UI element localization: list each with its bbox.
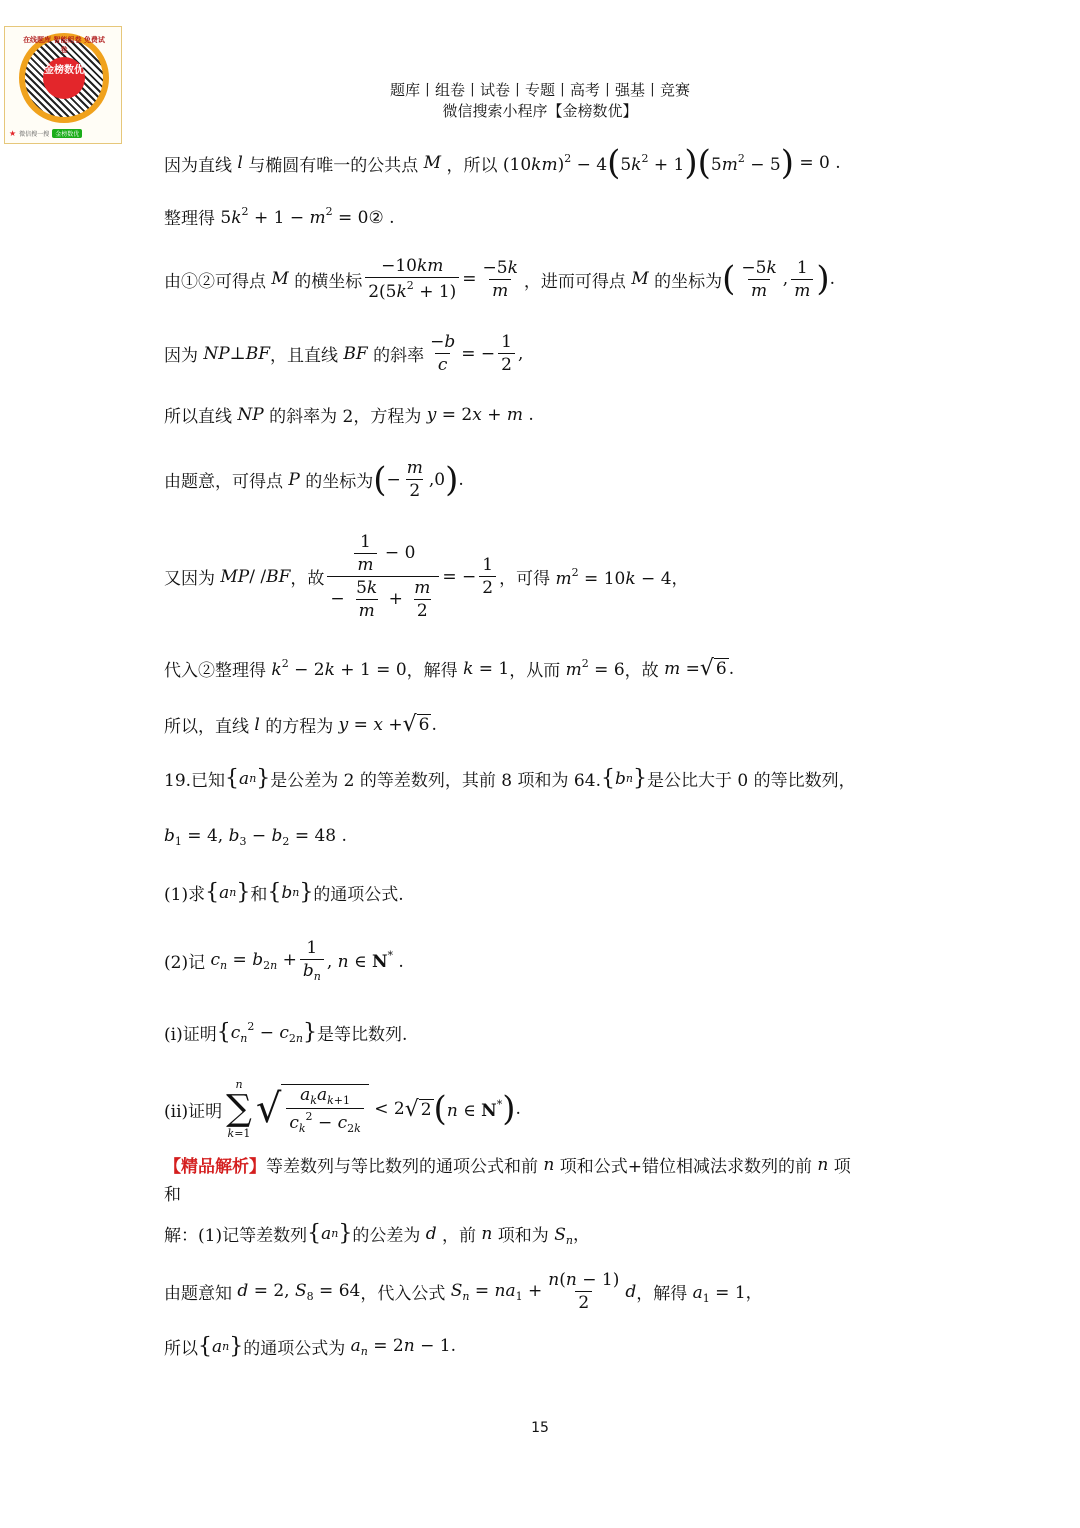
line-4: 因为 NP ⊥ BF ，且直线 BF 的斜率 $\frac{-b}{c}$ = − $\frac{1}{2}$ ,: [164, 332, 524, 375]
line-2: 整理得 $5k^2 + 1 - m^2$ = 0② .: [164, 205, 395, 229]
text-segment: 的通项公式为: [243, 1339, 346, 1359]
page-number: 15: [531, 1420, 549, 1436]
solution-line-3: 所以 { a n } 的通项公式为 $a_n = 2n - 1$.: [164, 1334, 456, 1359]
text-segment: 因为: [164, 346, 198, 366]
logo-footer-chip: 金榜数优: [52, 129, 82, 138]
header-line2: 微信搜索小程序【金榜数优】: [442, 102, 638, 120]
text-segment: 所以直线: [164, 407, 232, 427]
text-segment: ，解得: [406, 661, 458, 681]
logo-center-text: 金榜数优: [43, 57, 85, 99]
solution-line-2: 由题意知 d = 2, $S_8 = 64$ ，代入公式 $S_n = na_1$ + $\frac{n(n - 1)}{2}$ d ，解得 $a_1 = 1$，: [164, 1270, 763, 1313]
question-part-i: (i)证明 { $c_n^2 - c_{2n}$ } 是等比数列.: [164, 1020, 408, 1045]
text-segment: 的斜率为 2，方程为: [269, 407, 422, 427]
text-segment: 的斜率: [373, 346, 425, 366]
text-segment: 的横坐标: [294, 271, 363, 292]
question-part-ii: (ii)证明 n ∑ k=1 √ $\frac{a_ka_{k+1}}{c_k^2 - c_{2k}}$ < 2 √ 2 ( n ∈ N* ) .: [164, 1078, 521, 1140]
logo-ring-text: 在线题库 智能组卷 免费试卷: [23, 36, 105, 54]
line-3: 由①②可得点 M 的横坐标 $\frac{-10km}{2(5k^2 + 1)}$ = $\frac{-5k}{m}$ ，进而可得点 M 的坐标为 ( $\frac{-5k}{m}$ , $\frac{1}{m}$ ) .: [164, 256, 835, 302]
solution-line-1: 解：(1)记等差数列 { a n } 的公差为 d ，前 n 项和为 $S_n$，: [164, 1221, 590, 1247]
text-segment: 项: [833, 1157, 851, 1177]
line-9: 所以，直线 l 的方程为 y = x + √ 6 .: [164, 712, 437, 737]
text-segment: 由①②可得点: [164, 271, 266, 292]
text-segment: ，前: [442, 1226, 477, 1246]
question-19: 19.已知 { a n } 是公差为 2 的等差数列，其前 8 项和为 64. { b n } 是公比大于 0 的等比数列，: [164, 766, 856, 791]
text-segment: 项和为: [497, 1226, 549, 1246]
star-icon: ★: [9, 128, 17, 138]
text-segment: ，且直线: [270, 346, 339, 366]
text-segment: ，故: [290, 569, 325, 589]
text-segment: 的通项公式.: [313, 885, 404, 905]
text-segment: 由题意知: [164, 1284, 232, 1304]
question-19-cond: $b_1 = 4$, $b_3 - b_2 = 48$ .: [164, 826, 347, 848]
page-header: [0, 80, 1080, 122]
text-segment: 的方程为: [265, 717, 334, 737]
text-segment: 因为直线: [164, 155, 232, 176]
text-segment: 的公差为: [352, 1226, 421, 1246]
question-part-1: (1)求 { a n } 和 { b n } 的通项公式.: [164, 880, 404, 905]
text-segment: 整理得: [164, 209, 215, 229]
text-segment: 的坐标为: [305, 472, 374, 492]
text-segment: 所以，直线: [164, 717, 249, 737]
line-6: 由题意，可得点 P 的坐标为 ( − $\frac{m}{2}$ ,0 ) .: [164, 458, 464, 501]
analysis-tag-line: 【精品解析】 等差数列与等比数列的通项公式和前 n 项和公式+错位相减法求数列的前 n 项: [164, 1152, 851, 1177]
line-1: 因为直线 l 与椭圆有唯一的公共点 M ，所以 $(10km)^2 - 4$ ( $5k^2 + 1$ ) ( $5m^2 - 5$ ) = 0 .: [164, 143, 841, 183]
line-7: 又因为 MP / / BF ，故 $\frac{1}{m}$ − 0 − $\frac{5k}{m}$ + $\frac{m}{2}$ = − $\frac{1}{2}$ ，可得 $m^2 = 10k - 4$，: [164, 532, 689, 621]
text-segment: ，解得: [636, 1284, 688, 1304]
text-segment: 的坐标为: [654, 271, 723, 292]
text-segment: (ii)证明: [164, 1101, 223, 1122]
text-segment: 解：(1)记等差数列: [164, 1226, 308, 1246]
text-segment: ，故: [624, 661, 659, 681]
text-segment: 代入②整理得: [164, 661, 266, 681]
text-segment: 由题意，可得点: [164, 472, 283, 492]
text-segment: 等差数列与等比数列的通项公式和前: [266, 1157, 538, 1177]
text-segment: ，进而可得点: [523, 271, 626, 292]
line-8: 代入②整理得 $k^2 - 2k + 1 = 0$ ，解得 k = 1 ，从而 $m^2 = 6$ ，故 m = √ 6 .: [164, 656, 735, 681]
text-segment: 和: [250, 885, 268, 905]
text-segment: 项和公式+错位相减法求数列的前: [559, 1157, 813, 1177]
text-segment: 与椭圆有唯一的公共点: [248, 155, 419, 176]
text-segment: ，可得: [499, 569, 551, 589]
text-segment: 是公差为 2 的等差数列，其前 8 项和为 64.: [270, 771, 601, 791]
text-segment: 所以: [164, 1339, 198, 1359]
text-segment: (1)求: [164, 885, 206, 905]
text-segment: 又因为: [164, 569, 215, 589]
text-segment: ，从而: [509, 661, 561, 681]
analysis-tag: 【精品解析】: [164, 1157, 266, 1177]
line-5: 所以直线 NP 的斜率为 2，方程为 y = 2x + m .: [164, 402, 534, 427]
header-line1: 题库丨组卷丨试卷丨专题丨高考丨强基丨竞赛: [389, 81, 690, 99]
text-segment: (2)记: [164, 953, 206, 973]
text-segment: 是等比数列.: [317, 1025, 408, 1045]
text-segment: ，所以: [446, 155, 498, 176]
text-segment: ，代入公式: [360, 1284, 446, 1304]
logo-footer: [9, 127, 117, 139]
text-segment: (i)证明: [164, 1025, 217, 1045]
question-part-2: (2)记 $c_n = b_{2n}$ + $\frac{1}{b_n}$ , n ∈ N* .: [164, 938, 404, 983]
analysis-tag-line-2: [164, 1180, 181, 1205]
text-segment: 和: [164, 1185, 181, 1205]
text-segment: 19.已知: [164, 771, 226, 791]
text-segment: 是公比大于 0 的等比数列，: [646, 771, 856, 791]
logo-footer-search: 微信搜一搜: [19, 130, 50, 138]
